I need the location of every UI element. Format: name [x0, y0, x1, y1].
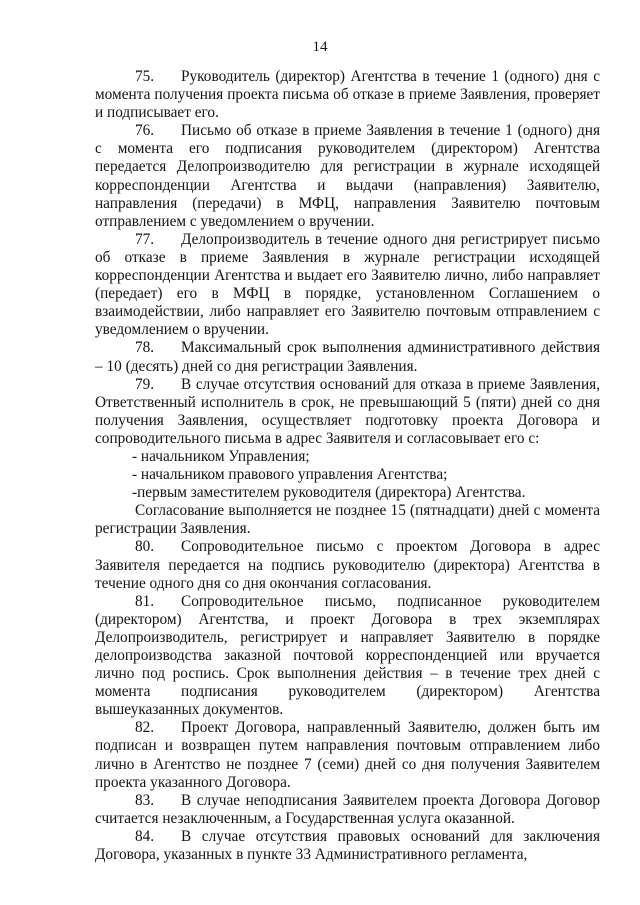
- paragraph-text: -первым заместителем руководителя (директора) Агентства.: [132, 484, 526, 502]
- paragraph-text: Сопроводительное письмо, подписанное руководителем (директором) Агентства, и проект Договора в трех экземплярах Делопроизводитель, регистрирует и направляет Заявителю в порядке делопроизводства заказной почтовой корреспонденцией или вручается лично под роспись. Срок выполнения действия – в течение трех дней с момента подписания руководителем (директором) Агентства вышеуказанных документов.: [95, 592, 600, 719]
- paragraph-text: Согласование выполняется не позднее 15 (пятнадцати) дней с момента регистрации Заявления.: [95, 502, 600, 538]
- document-body: [95, 68, 600, 864]
- paragraph-text: В случае отсутствия правовых оснований для заключения Договора, указанных в пункте 33 Административного регламента,: [95, 827, 600, 864]
- paragraph: [95, 792, 600, 828]
- paragraph-number: 84.: [135, 827, 155, 845]
- paragraph-number: 80.: [135, 538, 155, 556]
- paragraph-number: 77.: [135, 230, 155, 248]
- paragraph-text: Проект Договора, направленный Заявителю, должен быть им подписан и возвращен путем направления почтовым отправлением либо лично в Агентство не позднее 7 (семи) дней со дня получения Заявителем проекта указанного Договора.: [95, 719, 600, 791]
- paragraph: [95, 122, 600, 231]
- paragraph-text: Делопроизводитель в течение одного дня регистрирует письмо об отказе в приеме Заявления в журнале регистрации исходящей корреспонденции Агентства и выдает его Заявителю лично, либо направляет (передает) его в МФЦ в порядке, установленном Соглашением о взаимодействии, либо направляет его Заявителю почтовым отправлением с уведомлением о вручении.: [95, 230, 600, 339]
- paragraph: [95, 502, 600, 538]
- paragraph-number: 76.: [135, 122, 155, 140]
- paragraph-number: 75.: [135, 68, 155, 85]
- paragraph-text: Руководитель (директор) Агентства в течение 1 (одного) дня с момента получения проекта письма об отказе в приеме Заявления, проверяет и подписывает его.: [95, 68, 600, 122]
- paragraph: [95, 719, 600, 791]
- paragraph: [95, 828, 600, 864]
- paragraph-text: В случае отсутствия оснований для отказа в приеме Заявления, Ответственный исполнитель в срок, не превышающий 5 (пяти) дней со дня получения Заявления, осуществляет подготовку проекта Договора и сопроводительного письма в адрес Заявителя и согласовывает его с:: [95, 375, 600, 447]
- list-item: [95, 466, 600, 484]
- paragraph-text: В случае неподписания Заявителем проекта Договора Договор считается незаключенным, а Государственная услуга оказанной.: [95, 791, 600, 827]
- list-item: [95, 484, 600, 502]
- paragraph-number: 79.: [135, 375, 155, 393]
- paragraph: [95, 593, 600, 720]
- paragraph-text: Сопроводительное письмо с проектом Договора в адрес Заявителя передается на подпись руководителю (директора) Агентства в течение одного дня со дня окончания согласования.: [95, 538, 600, 592]
- paragraph-number: 78.: [135, 339, 155, 357]
- paragraph-number: 81.: [135, 592, 155, 610]
- paragraph-number: 83.: [135, 791, 155, 809]
- paragraph-text: - начальником Управления;: [132, 447, 310, 465]
- paragraph: [95, 68, 600, 122]
- paragraph-text: - начальником правового управления Агентства;: [132, 466, 448, 484]
- paragraph-number: 82.: [135, 719, 155, 737]
- paragraph: [95, 376, 600, 448]
- paragraph-text: Максимальный срок выполнения административного действия – 10 (десять) дней со дня регистрации Заявления.: [95, 339, 600, 375]
- paragraph: [95, 231, 600, 340]
- paragraph: [95, 538, 600, 592]
- paragraph-text: Письмо об отказе в приеме Заявления в течение 1 (одного) дня с момента его подписания руководителем (директором) Агентства передается Делопроизводителю для регистрации в журнале исходящей корреспонденции Агентства и выдачи (направления) Заявителю, направления (передачи) в МФЦ, направления Заявителю почтовым отправлением с уведомлением о вручении.: [95, 122, 600, 230]
- page-number: 14: [312, 39, 328, 55]
- paragraph: [95, 339, 600, 375]
- list-item: [95, 448, 600, 466]
